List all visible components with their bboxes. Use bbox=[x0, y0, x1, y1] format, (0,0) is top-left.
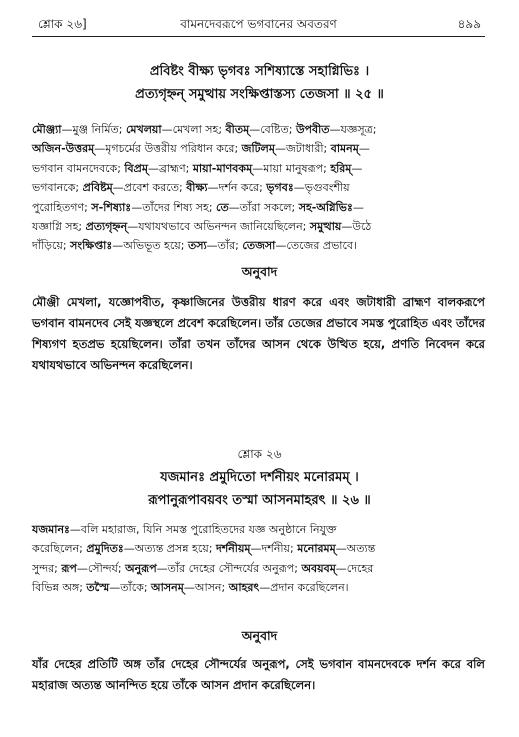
meaning-text: —প্রদান করেছিলেন। bbox=[259, 581, 349, 595]
sanskrit-term: ভৃগবঃ bbox=[266, 181, 294, 195]
sanskrit-term: তে bbox=[216, 200, 229, 214]
page-number: ৪৯৯ bbox=[457, 17, 481, 31]
verse-line: প্রত্যগৃহ্নন্ সমুত্থায় সংক্ষিপ্তাস্তস্য তেজসা ॥ ২৫ ॥ bbox=[135, 87, 384, 102]
sanskrit-term: তস্য bbox=[187, 239, 207, 253]
word-meaning-line bbox=[32, 139, 485, 158]
verse-line: প্রবিষ্টং বীক্ষ্য ভৃগবঃ সশিষ্যাস্তে সহাগ্নিভিঃ । bbox=[149, 64, 370, 79]
sanskrit-term: তস্মৈ bbox=[86, 581, 110, 595]
verse-line: যজমানঃ প্রমুদিতো দর্শনীয়ং মনোরমম্ । bbox=[160, 470, 359, 485]
meaning-text: —অভিভূত হয়ে; bbox=[112, 239, 188, 253]
sanskrit-term: হরিম্ bbox=[330, 161, 352, 175]
sanskrit-term: বীক্ষ্য bbox=[186, 181, 208, 195]
meaning-text: ভগবানকে; bbox=[32, 181, 83, 195]
meaning-text: —বেষ্টিত; bbox=[249, 123, 296, 136]
running-header bbox=[32, 14, 485, 34]
meaning-text: —ভৃগুবংশীয় bbox=[293, 181, 350, 195]
meaning-text: —তাঁকে; bbox=[109, 581, 152, 595]
sanskrit-term: অজিন-উত্তরম্ bbox=[32, 142, 95, 156]
word-meaning-line bbox=[32, 178, 485, 197]
meaning-text: —মেখলা সহ; bbox=[161, 123, 226, 136]
verse-26-label: শ্লোক ২৬ bbox=[237, 447, 282, 461]
sanskrit-term: অবয়বম্ bbox=[301, 561, 336, 575]
meaning-text: —সৌন্দর্য; bbox=[76, 561, 126, 575]
meaning-text: —তাঁর; bbox=[206, 239, 243, 253]
translation-26: যাঁর দেহের প্রতিটি অঙ্গ তাঁর দেহের সৌন্দর্যের অনুরূপ, সেই ভগবান বামনদেবকে দর্শন করে বলি মহারাজ অত্যন্ত আনন্দিত হয়ে তাঁকে আসন প্রদান করেছিলেন। bbox=[32, 657, 485, 692]
word-meaning-line bbox=[32, 198, 485, 217]
meaning-text: — bbox=[351, 161, 363, 175]
word-meaning-line bbox=[32, 539, 485, 558]
word-meaning-line bbox=[32, 578, 485, 597]
sanskrit-term: মেখলয়া bbox=[125, 123, 162, 136]
meaning-text: —তাঁর দেহের সৌন্দর্যের অনুরূপ; bbox=[156, 561, 302, 575]
meaning-text: —মায়া মানুষরূপ; bbox=[252, 161, 331, 175]
meaning-text: —বলি মহারাজ, যিনি সমস্ত পুরোহিতদের যজ্ঞ অনুষ্ঠানে নিযুক্ত bbox=[69, 523, 337, 536]
sanskrit-term: সংক্ষিপ্তাঃ bbox=[70, 239, 113, 253]
meaning-text: বিভিন্ন অঙ্গ; bbox=[32, 581, 87, 595]
sanskrit-term: প্রত্যগৃহ্নন্ bbox=[85, 220, 128, 234]
sanskrit-term: উপবীত bbox=[295, 123, 330, 136]
meaning-text: করেছিলেন; bbox=[32, 542, 87, 556]
sanskrit-term: অনুরূপ bbox=[125, 561, 157, 575]
word-meaning-line bbox=[32, 120, 485, 139]
meaning-text: —মুঞ্জ নির্মিত; bbox=[61, 123, 126, 136]
word-meaning-line bbox=[32, 236, 485, 255]
word-meanings-26 bbox=[32, 520, 485, 598]
sanskrit-term: জটিলম্ bbox=[241, 142, 275, 156]
word-meaning-line bbox=[32, 159, 485, 178]
sanskrit-term: সহ-অগ্নিভিঃ bbox=[298, 200, 353, 214]
meaning-text: —উঠে bbox=[341, 220, 372, 234]
header-verse-ref: শ্লোক ২৬] bbox=[38, 17, 87, 31]
meaning-text: দাঁড়িয়ে; bbox=[32, 239, 71, 253]
meaning-text: সুন্দর; bbox=[32, 561, 62, 575]
meaning-text: —প্রবেশ করতে; bbox=[112, 181, 187, 195]
sanskrit-term: প্রবিষ্টম্ bbox=[82, 181, 113, 195]
sanskrit-term: বিপ্রম্ bbox=[124, 161, 148, 175]
meaning-text: —যজ্ঞসূত্র; bbox=[329, 123, 377, 136]
sanskrit-term: প্রমুদিতঃ bbox=[86, 542, 124, 556]
meaning-text: —অত্যন্ত bbox=[335, 542, 376, 556]
meaning-text: —দর্শনীয়; bbox=[250, 542, 298, 556]
sanskrit-term: আহরৎ bbox=[228, 581, 260, 595]
sanskrit-term: বামনম্ bbox=[330, 142, 359, 156]
sanskrit-term: বীতম্ bbox=[225, 123, 250, 136]
translation-heading: অনুবাদ bbox=[241, 264, 278, 279]
sanskrit-term: স-শিষ্যাঃ bbox=[91, 200, 132, 214]
word-meaning-line bbox=[32, 217, 485, 236]
meaning-text: —ব্রাহ্মণ; bbox=[148, 161, 193, 175]
meaning-text: —যথাযথভাবে অভিনন্দন জানিয়েছিলেন; bbox=[127, 220, 310, 234]
meaning-text: —আসন; bbox=[183, 581, 229, 595]
word-meaning-line bbox=[32, 520, 485, 539]
word-meanings-25 bbox=[32, 120, 485, 256]
sanskrit-term: সমুত্থায় bbox=[309, 220, 342, 234]
sanskrit-term: যজমানঃ bbox=[32, 523, 70, 536]
verse-line: রূপানুরূপাবয়বং তস্মা আসনমাহরৎ ॥ ২৬ ॥ bbox=[148, 493, 371, 508]
header-chapter-title: বামনদেবরূপে ভগবানের অবতরণ bbox=[180, 17, 337, 31]
verse-26 bbox=[0, 466, 519, 512]
meaning-text: — bbox=[358, 142, 370, 156]
meaning-text: —তেজের প্রভাবে। bbox=[275, 239, 357, 253]
sanskrit-term: দর্শনীয়ম্ bbox=[215, 542, 251, 556]
meaning-text: যজ্ঞাগ্নি সহ; bbox=[32, 220, 86, 234]
verse-25 bbox=[0, 60, 519, 106]
sanskrit-term: মায়া-মাণবকম্ bbox=[192, 161, 253, 175]
sanskrit-term: আসনম্ bbox=[151, 581, 184, 595]
meaning-text: —তাঁরা সকলে; bbox=[228, 200, 299, 214]
meaning-text: —অত্যন্ত প্রসন্ন হয়ে; bbox=[123, 542, 216, 556]
meaning-text: ভগবান বামনদেবকে; bbox=[32, 161, 125, 175]
meaning-text: —দর্শন করে; bbox=[207, 181, 267, 195]
word-meaning-line bbox=[32, 559, 485, 578]
meaning-text: — bbox=[352, 200, 364, 214]
translation-25: মৌঞ্জী মেখলা, যজ্ঞোপবীত, কৃষ্ণাজিনের উত্তরীয় ধারণ করে এবং জটাধারী ব্রাহ্মণ বালকরূপে ভগবান বামনদেব সেই যজ্ঞস্থলে প্রবেশ করেছিলেন। তাঁর তেজের প্রভাবে সমস্ত পুরোহিত এবং তাঁদের শিষ্যগণ হতপ্রভ হয়েছিলেন। তাঁরা তখন তাঁদের আসন থেকে উত্থিত হয়ে, প্রণতি নিবেদন করে যথাযথভাবে অভিনন্দন করেছিলেন। bbox=[32, 295, 485, 372]
meaning-text: —জটাধারী; bbox=[274, 142, 331, 156]
meaning-text: —দেহের bbox=[335, 561, 374, 575]
sanskrit-term: রূপ bbox=[61, 561, 77, 575]
translation-heading: অনুবাদ bbox=[241, 628, 278, 643]
header-divider bbox=[32, 36, 485, 37]
sanskrit-term: তেজসা bbox=[242, 239, 276, 253]
meaning-text: —তাঁদের শিষ্য সহ; bbox=[131, 200, 217, 214]
meaning-text: —মৃগচর্মের উত্তরীয় পরিধান করে; bbox=[94, 142, 242, 156]
sanskrit-term: মৌঞ্জ্যা bbox=[32, 123, 62, 136]
meaning-text: পুরোহিতগণ; bbox=[32, 200, 92, 214]
sanskrit-term: মনোরমম্ bbox=[297, 542, 336, 556]
